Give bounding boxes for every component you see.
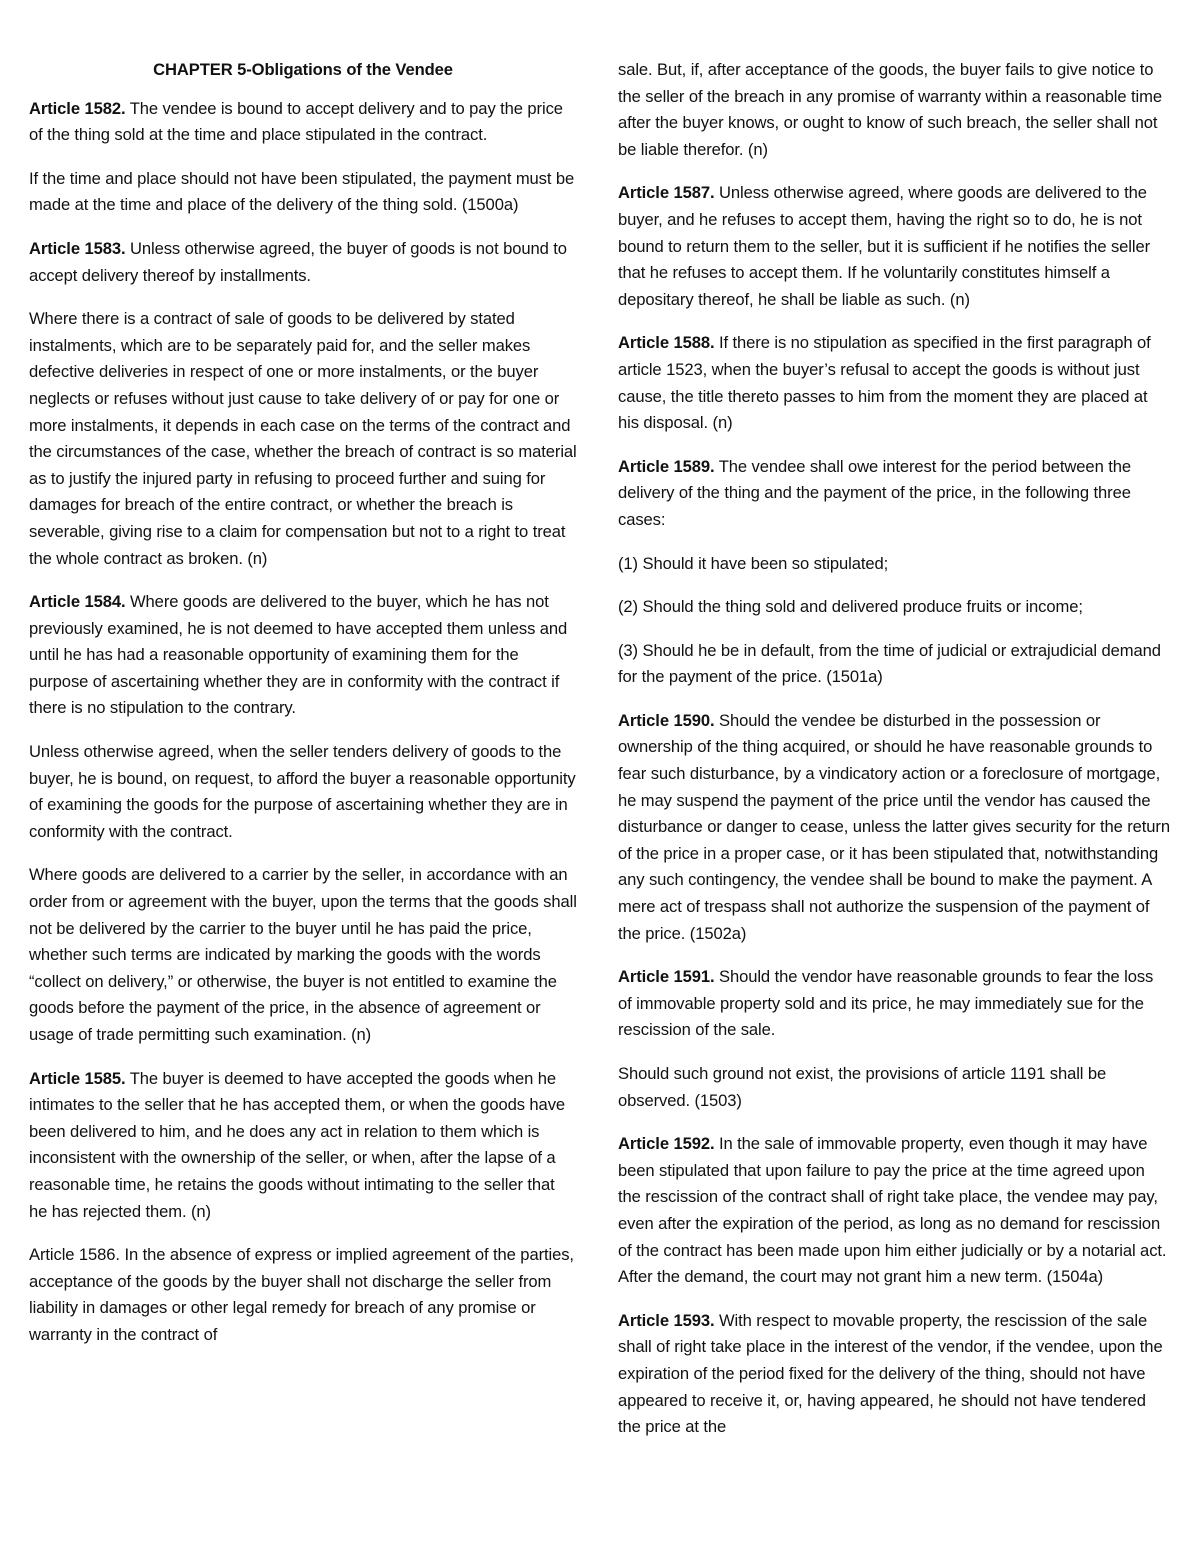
article-label: Article 1582. [29, 98, 126, 118]
article-label: Article 1593. [618, 1310, 715, 1330]
article-label: Article 1589. [618, 456, 715, 476]
article-label: Article 1591. [618, 967, 715, 987]
article-label: Article 1584. [29, 592, 126, 612]
paragraph-text: If there is no stipulation as specified in the first paragraph of article 1523, when the buyer’s refusal to accept the goods is without just cause, the title thereto passes to him from the moment they are placed at his disposal. (n) [618, 333, 1151, 433]
paragraph-text: Should the vendee be disturbed in the possession or ownership of the thing acquired, or should he have reasonable grounds to fear such disturbance, by a vindicatory action or a foreclosure of mortgage, he may suspend the payment of the price until the vendor has caused the disturbance or danger to cease, unless the latter gives security for the return of the price in a proper case, or it has been stipulated that, notwithstanding any such contingency, the vendee shall be bound to make the payment. A mere act of trespass shall not authorize the suspension of the payment of the price. (1502a) [618, 710, 1170, 943]
paragraph-text: Unless otherwise agreed, the buyer of goods is not bound to accept delivery thereof by installments. [29, 238, 567, 285]
article-label: Article 1590. [618, 710, 715, 730]
left-column [29, 57, 577, 1366]
paragraph [618, 454, 1170, 534]
paragraph [29, 1242, 577, 1348]
paragraph-text: Unless otherwise agreed, when the seller tenders delivery of goods to the buyer, he is bound, on request, to afford the buyer a reasonable opportunity of examining the goods for the purpose of ascertaining whether they are in conformity with the contract. [29, 742, 576, 841]
paragraph-text: Where goods are delivered to the buyer, which he has not previously examined, he is not deemed to have accepted them unless and until he has had a reasonable opportunity of examining them for the purpose of ascertaining whether they are in conformity with the contract if there is no stipulation to the contrary. [29, 592, 568, 718]
right-column [618, 57, 1170, 1458]
paragraph-text: With respect to movable property, the rescission of the sale shall of right take place in the interest of the vendor, if the vendee, upon the expiration of the period fixed for the delivery of the thing, should not have appeared to receive it, or, having appeared, he should not have tendered the price at the [618, 1310, 1163, 1437]
paragraph-text: (1) Should it have been so stipulated; [618, 553, 889, 573]
paragraph [29, 166, 577, 219]
paragraph [618, 330, 1170, 436]
paragraph [618, 708, 1170, 947]
paragraph-text: Unless otherwise agreed, where goods are delivered to the buyer, and he refuses to accept them, having the right so to do, he is not bound to return them to the seller, but it is sufficient if he notifies the seller that he refuses to accept them. If he voluntarily constitutes himself a depositary thereof, he shall be liable as such. (n) [618, 183, 1151, 309]
paragraph-text: sale. But, if, after acceptance of the goods, the buyer fails to give notice to the seller of the breach in any promise of warranty within a reasonable time after the buyer knows, or ought to know of such breach, the seller shall not be liable therefor. (n) [618, 60, 1162, 159]
paragraph-text: In the absence of express or implied agreement of the parties, acceptance of the goods by the buyer shall not discharge the seller from liability in damages or other legal remedy for breach of any promise or warranty in the contract of [29, 1245, 574, 1344]
paragraph [29, 1066, 577, 1226]
paragraph [29, 306, 577, 572]
article-label: Article 1586. [29, 1245, 120, 1265]
paragraph-text: Where there is a contract of sale of goods to be delivered by stated instalments, which are to be separately paid for, and the seller makes defective deliveries in respect of one or more instalments, or the buyer neglects or refuses without just cause to take delivery of or pay for one or more instalments, it depends in each case on the terms of the contract and the circumstances of the case, whether the breach of contract is so material as to justify the injured party in refusing to proceed further and suing for damages for breach of the entire contract, or whether the breach is severable, giving rise to a claim for compensation but not to a right to treat the whole contract as broken. (n) [29, 309, 577, 568]
article-label: Article 1585. [29, 1068, 126, 1088]
paragraph [618, 551, 1170, 578]
article-label: Article 1588. [618, 333, 715, 353]
paragraph-text: (3) Should he be in default, from the time of judicial or extrajudicial demand for the payment of the price. (1501a) [618, 640, 1161, 687]
paragraph [29, 862, 577, 1048]
paragraph [29, 96, 577, 149]
paragraph-text: Where goods are delivered to a carrier by the seller, in accordance with an order from or agreement with the buyer, upon the terms that the goods shall not be delivered by the carrier to the buyer until he has paid the price, whether such terms are indicated by marking the goods with the words “collect on delivery,” or otherwise, the buyer is not entitled to examine the goods before the payment of the price, in the absence of agreement or usage of trade permitting such examination. (n) [29, 865, 577, 1044]
paragraph [618, 180, 1170, 313]
paragraph [618, 964, 1170, 1044]
paragraph [618, 1308, 1170, 1441]
paragraph-text: (2) Should the thing sold and delivered produce fruits or income; [618, 597, 1083, 617]
paragraph-text: The vendee shall owe interest for the period between the delivery of the thing and the payment of the price, in the following three cases: [618, 456, 1131, 529]
paragraph-text: In the sale of immovable property, even though it may have been stipulated that upon failure to pay the price at the time agreed upon the rescission of the contract shall of right take place, the vendee may pay, even after the expiration of the period, as long as no demand for rescission of the contract has been made upon him either judicially or by a notarial act. After the demand, the court may not grant him a new term. (1504a) [618, 1134, 1167, 1287]
paragraph [618, 638, 1170, 691]
paragraph [618, 594, 1170, 621]
article-label: Article 1592. [618, 1134, 715, 1154]
paragraph [29, 739, 577, 845]
article-label: Article 1583. [29, 238, 126, 258]
paragraph [618, 1131, 1170, 1291]
paragraph [618, 57, 1170, 163]
paragraph [29, 236, 577, 289]
paragraph-text: The vendee is bound to accept delivery and to pay the price of the thing sold at the time and place stipulated in the contract. [29, 98, 563, 145]
paragraph [618, 1061, 1170, 1114]
article-label: Article 1587. [618, 183, 715, 203]
paragraph-text: If the time and place should not have been stipulated, the payment must be made at the time and place of the delivery of the thing sold. (1500a) [29, 168, 575, 215]
paragraph-text: Should the vendor have reasonable grounds to fear the loss of immovable property sold and its price, he may immediately sue for the rescission of the sale. [618, 967, 1154, 1040]
paragraph-text: The buyer is deemed to have accepted the goods when he intimates to the seller that he has accepted them, or when the goods have been delivered to him, and he does any act in relation to them which is inconsistent with the ownership of the seller, or when, after the lapse of a reasonable time, he retains the goods without intimating to the seller that he has rejected them. (n) [29, 1068, 566, 1221]
paragraph-text: Should such ground not exist, the provisions of article 1191 shall be observed. (1503) [618, 1064, 1107, 1110]
paragraph [29, 589, 577, 722]
chapter-title: CHAPTER 5-Obligations of the Vendee [153, 60, 453, 79]
